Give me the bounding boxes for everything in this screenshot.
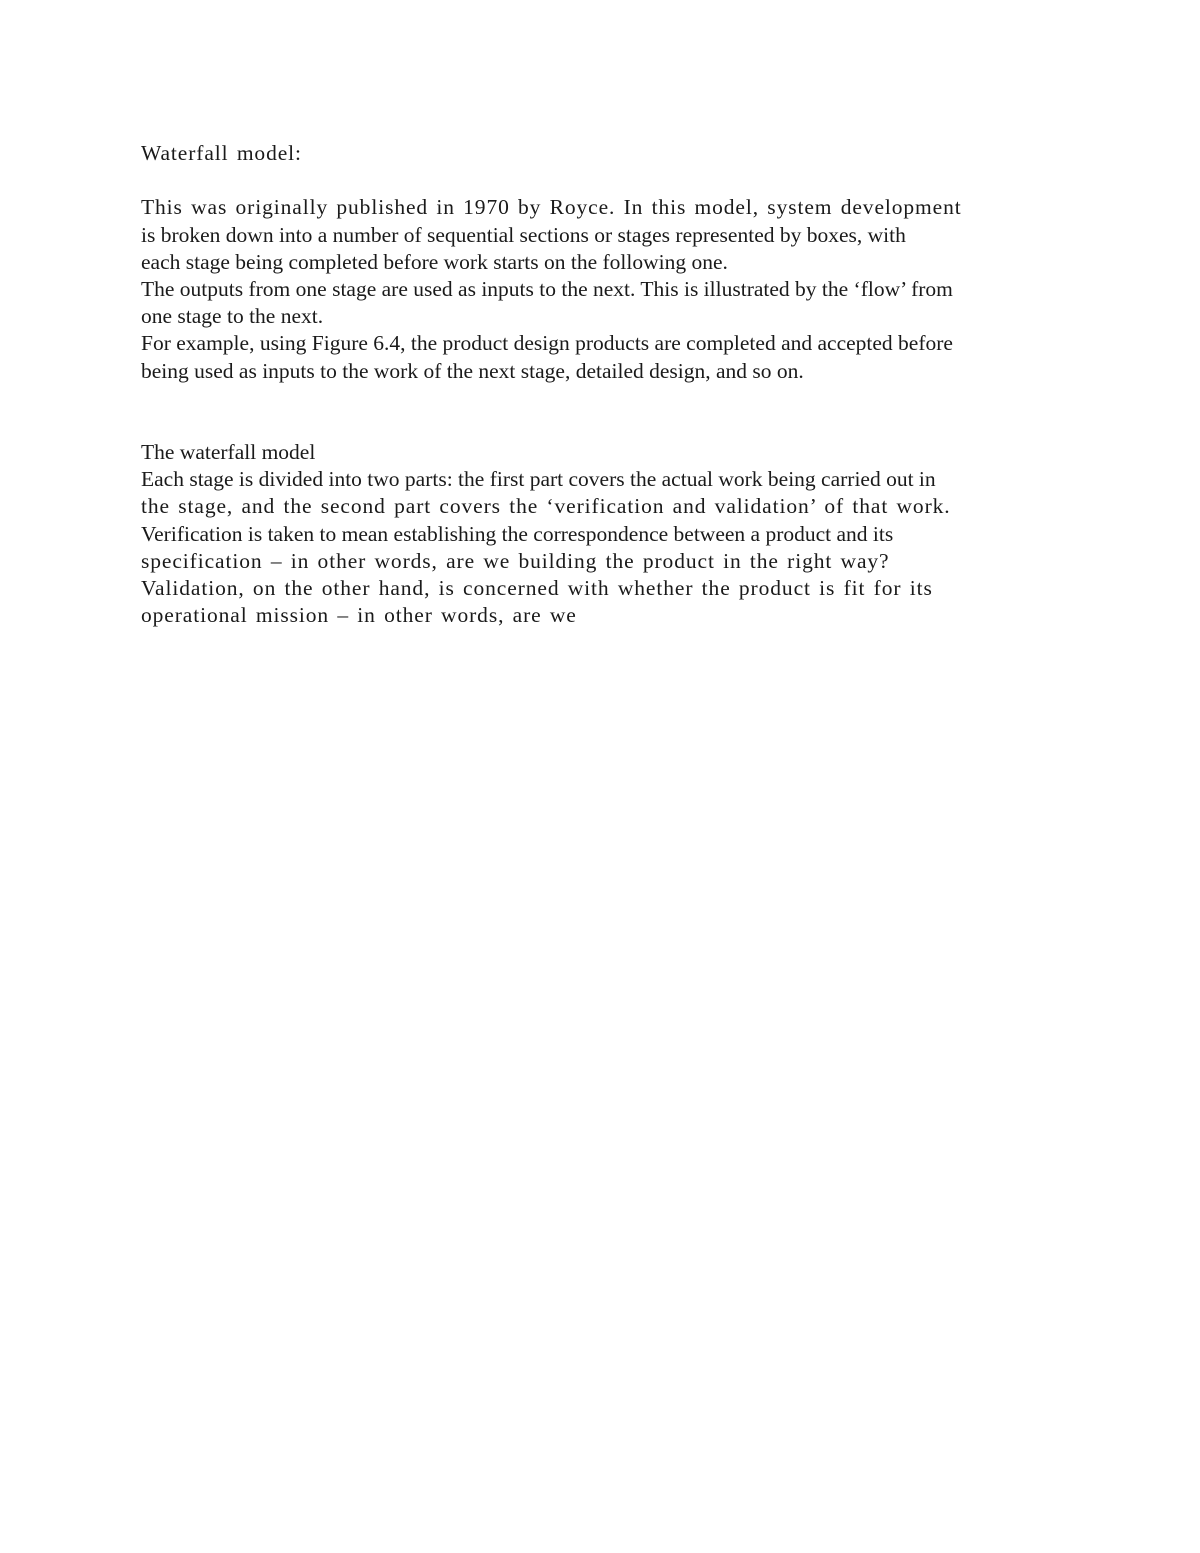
- document-body: [141, 140, 1061, 629]
- blank-line: [141, 167, 1061, 194]
- blank-line: [141, 385, 1061, 439]
- paragraph-line: each stage being completed before work starts on the following one.: [141, 249, 728, 274]
- paragraph-line: one stage to the next.: [141, 304, 324, 329]
- paragraph-line: For example, using Figure 6.4, the product design products are completed and accepted before: [141, 331, 953, 356]
- paragraph-line: Verification is taken to mean establishing the correspondence between a product and its: [141, 521, 894, 546]
- paragraph-line: Validation, on the other hand, is concerned with whether the product is fit for its: [141, 576, 933, 601]
- paragraph-line: This was originally published in 1970 by Royce. In this model, system development: [141, 195, 962, 220]
- paragraph-line: operational mission – in other words, are we: [141, 603, 577, 628]
- paragraph-line: being used as inputs to the work of the next stage, detailed design, and so on.: [141, 358, 804, 383]
- paragraph-line: is broken down into a number of sequential sections or stages represented by boxes, with: [141, 222, 906, 247]
- paragraph-line: specification – in other words, are we building the product in the right way?: [141, 548, 890, 573]
- paragraph-line: The outputs from one stage are used as inputs to the next. This is illustrated by the ‘flow’ from: [141, 276, 953, 301]
- section-title: The waterfall model: [141, 440, 316, 465]
- paragraph-line: the stage, and the second part covers the ‘verification and validation’ of that work.: [141, 494, 951, 519]
- document-heading: Waterfall model:: [141, 141, 302, 165]
- paragraph-line: Each stage is divided into two parts: the first part covers the actual work being carried out in: [141, 467, 936, 492]
